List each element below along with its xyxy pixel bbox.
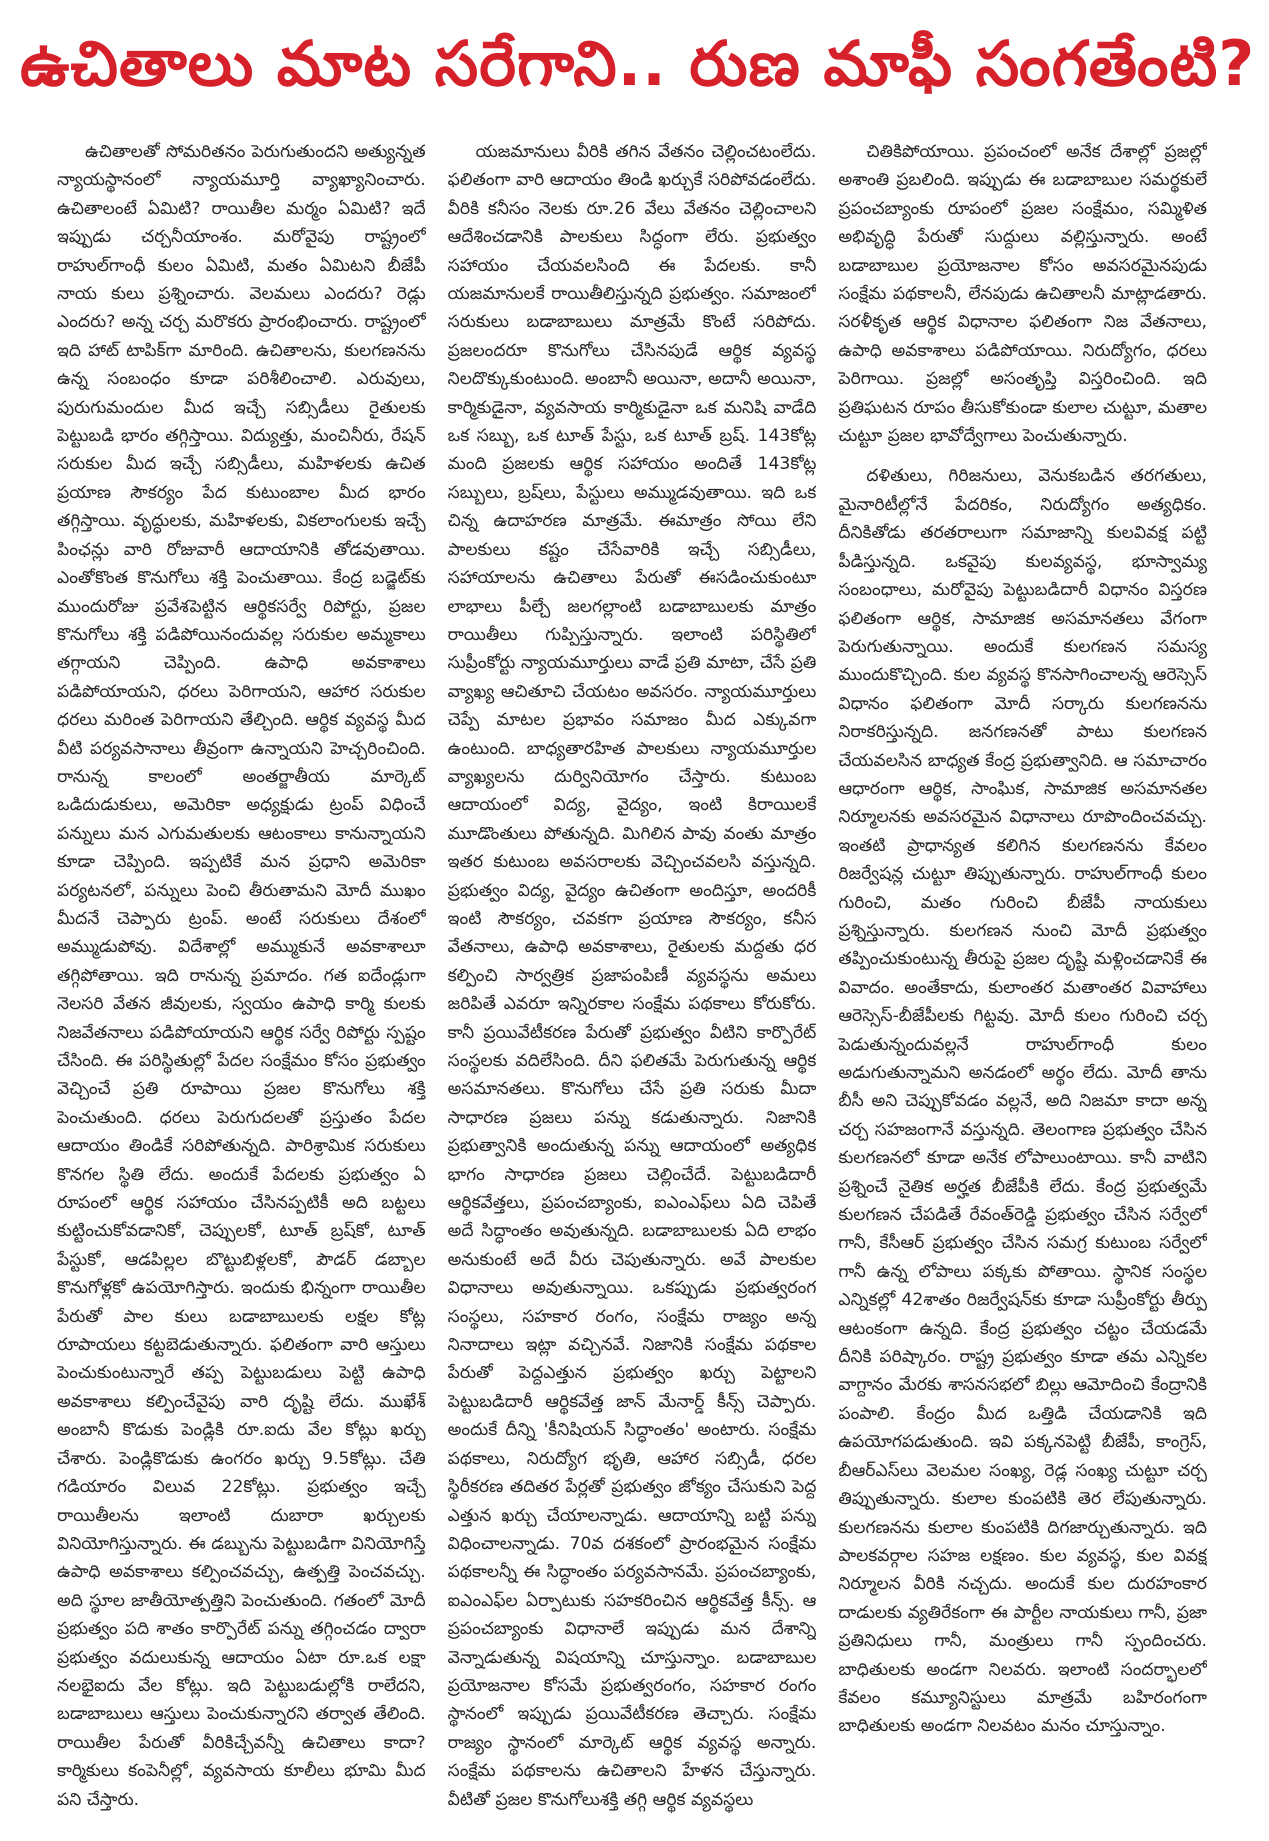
article-headline: ఉచితాలు మాట సరేగాని.. రుణ మాఫీ సంగతేంటి? xyxy=(20,27,1256,100)
article-column-1 xyxy=(57,138,426,1828)
article-paragraph: ఉచితాలతో సోమరితనం పెరుగుతుందని అత్యున్నత న్యాయస్థానంలో న్యాయమూర్తి వ్యాఖ్యానించారు. ఉచితాలంటే ఏమిటి? రాయితీల మర్మం ఏమిటి? ఇదే ఇప్పుడు చర్చనీయాంశం. మరోవైపు రాష్ట్రంలో రాహుల్‌గాంధీ కులం ఏమిటి, మతం ఏమిటని బీజేపీ నాయ కులు ప్రశ్నించారు. వెలమలు ఎందరు? రెడ్లు ఎందరు? అన్న చర్చ మరొకరు ప్రారంభించారు. రాష్ట్రంలో ఇది హాట్ టాపిక్‌గా మారింది. ఉచితాలను, కులగణనను ఉన్న సంబంధం కూడా పరిశీలించాలి. ఎరువులు, పురుగుమందుల మీద ఇచ్చే సబ్సిడీలు రైతులకు పెట్టుబడి భారం తగ్గిస్తాయి. విద్యుత్తు, మంచినీరు, రేషన్ సరుకుల మీద ఇచ్చే సబ్సిడీలు, మహిళలకు ఉచిత ప్రయాణ సౌకర్యం పేద కుటుంబాల మీద భారం తగ్గిస్తాయి. వృద్ధులకు, మహిళలకు, వికలాంగులకు ఇచ్చే పింఛన్లు వారి రోజువారీ ఆదాయానికి తోడవుతాయి. ఎంతోకొంత కొనుగోలు శక్తి పెంచుతాయి. కేంద్ర బడ్జెట్‌కు ముందురోజు ప్రవేశపెట్టిన ఆర్థికసర్వే రిపోర్టు, ప్రజల కొనుగోలు శక్తి పడిపోయినందువల్ల సరుకుల అమ్మకాలు తగ్గాయని చెప్పింది. ఉపాధి అవకాశాలు పడిపోయాయని, ధరలు పెరిగాయని, ఆహార సరుకుల ధరలు మరింత పెరిగాయని తేల్చింది. ఆర్థిక వ్యవస్థ మీద వీటి పర్యవసానాలు తీవ్రంగా ఉన్నాయని హెచ్చరించింది. రానున్న కాలంలో అంతర్జాతీయ మార్కెట్ ఒడిదుడుకులు, అమెరికా అధ్యక్షుడు ట్రంప్ విధించే పన్నులు మన ఎగుమతులకు ఆటంకాలు కానున్నాయని కూడా చెప్పింది. ఇప్పటికే మన ప్రధాని అమెరికా పర్యటనలో, పన్నులు పెంచి తీరుతామని మోదీ ముఖం మీదనే చెప్పారు ట్రంప్. అంటే సరుకులు దేశంలో అమ్ముడుపోవు. విదేశాల్లో అమ్ముకునే అవకాశాలూ తగ్గిపోతాయి. ఇది రానున్న ప్రమాదం. గత ఐదేండ్లుగా నెలసరి వేతన జీవులకు, స్వయం ఉపాధి కార్మి కులకు నిజవేతనాలు పడిపోయాయని ఆర్థిక సర్వే రిపోర్టు స్పష్టం చేసింది. ఈ పరిస్థితుల్లో పేదల సంక్షేమం కోసం ప్రభుత్వం వెచ్చించే ప్రతి రూపాయి ప్రజల కొనుగోలు శక్తి పెంచుతుంది. ధరలు పెరుగుదలతో ప్రస్తుతం పేదల ఆదాయం తిండికే సరిపోతున్నది. పారిశ్రామిక సరుకులు కొనగల స్థితి లేదు. అందుకే పేదలకు ప్రభుత్వం ఏ రూపంలో ఆర్థిక సహాయం చేసినప్పటికీ అది బట్టలు కుట్టించుకోవడానికో, చెప్పులకో, టూత్ బ్రష్‌కో, టూత్ పేస్టుకో, ఆడపిల్లల బొట్టుబిళ్లలకో, పౌడర్ డబ్బాల కొనుగోళ్లకో ఉపయోగిస్తారు. ఇందుకు భిన్నంగా రాయితీల పేరుతో పాల కులు బడాబాబులకు లక్షల కోట్ల రూపాయలు కట్టబెడుతున్నారు. ఫలితంగా వారి ఆస్తులు పెంచుకుంటున్నారే తప్ప పెట్టుబడులు పెట్టి ఉపాధి అవకాశాలు కల్పించేవైపు వారి దృష్టి లేదు. ముఖేశ్ అంబానీ కొడుకు పెండ్లికి రూ.ఐదు వేల కోట్లు ఖర్చు చేశారు. పెండ్లికొడుకు ఉంగరం ఖర్చు 9.5కోట్లు. చేతి గడియారం విలువ 22కోట్లు. ప్రభుత్వం ఇచ్చే రాయితీలను ఇలాంటి దుబారా ఖర్చులకు వినియోగిస్తున్నారు. ఈ డబ్బును పెట్టుబడిగా వినియోగిస్తే ఉపాధి అవకాశాలు కల్పించవచ్చు, ఉత్పత్తి పెంచవచ్చు. అది స్థూల జాతీయోత్పత్తిని పెంచుతుంది. గతంలో మోదీ ప్రభుత్వం పది శాతం కార్పొరేట్ పన్ను తగ్గించడం ద్వారా ప్రభుత్వం వదులుకున్న ఆదాయం ఏటా రూ.ఒక లక్షా నలభైఐదు వేల కోట్లు. ఇది పెట్టుబడుల్లోకి రాలేదని, బడాబాబులు ఆస్తులు పెంచుకున్నారని తర్వాత తేలింది. రాయితీల పేరుతో వీరికిచ్చేవన్నీ ఉచితాలు కాదా? కార్మికులు కంపెనీల్లో, వ్యవసాయ కూలీలు భూమి మీద పని చేస్తారు. xyxy=(57,142,426,1810)
article-body xyxy=(57,138,1207,1828)
article-column-2 xyxy=(448,138,817,1828)
article-column-3 xyxy=(838,138,1207,1828)
article-paragraph: దళితులు, గిరిజనులు, వెనుకబడిన తరగతులు, మైనారిటీల్లోనే పేదరికం, నిరుద్యోగం అత్యధికం. దీనికితోడు తరతరాలుగా సమాజాన్ని కులవివక్ష పట్టి పీడిస్తున్నది. ఒకవైపు కులవ్యవస్థ, భూస్వామ్య సంబంధాలు, మరోవైపు పెట్టుబడిదారీ విధానం విస్తరణ ఫలితంగా ఆర్థిక, సామాజిక అసమానతలు వేగంగా పెరుగుతున్నాయి. అందుకే కులగణన సమస్య ముందుకొచ్చింది. కుల వ్యవస్థ కొనసాగించాలన్న ఆరెస్సెస్ విధానం ఫలితంగా మోదీ సర్కారు కులగణనను నిరాకరిస్తున్నది. జనగణనతో పాటు కులగణన చేయవలసిన బాధ్యత కేంద్ర ప్రభుత్వానిది. ఆ సమాచారం ఆధారంగా ఆర్థిక, సాంఘిక, సామాజిక అసమానతల నిర్మూలనకు అవసరమైన విధానాలు రూపొందించవచ్చు. ఇంతటి ప్రాధాన్యత కలిగిన కులగణనను కేవలం రిజర్వేషన్ల చుట్టూ తిప్పుతున్నారు. రాహుల్‌గాంధీ కులం గురించి, మతం గురించి బీజేపీ నాయకులు ప్రశ్నిస్తున్నారు. కులగణన నుంచి మోదీ ప్రభుత్వం తప్పించుకుంటున్న తీరుపై ప్రజల దృష్టి మళ్లించడానికే ఈ వివాదం. అంతేకాదు, కులాంతర మతాంతర వివాహాలు ఆరెస్సెస్-బీజేపీలకు గిట్టవు. మోదీ కులం గురించి చర్చ పెడుతున్నందువల్లనే రాహుల్‌గాంధీ కులం అడుగుతున్నామని అనడంలో అర్థం లేదు. మోదీ తాను బీసీ అని చెప్పుకోవడం వల్లనే, అది నిజమా కాదా అన్న చర్చ సహజంగానే వస్తున్నది. తెలంగాణ ప్రభుత్వం చేసిన కులగణనలో కూడా అనేక లోపాలుంటాయి. కానీ వాటిని ప్రశ్నించే నైతిక అర్హత బీజేపీకి లేదు. కేంద్ర ప్రభుత్వమే కులగణన చేపడితే రేవంత్‌రెడ్డి ప్రభుత్వం చేసిన సర్వేలో గానీ, కేసీఆర్ ప్రభుత్వం చేసిన సమగ్ర కుటుంబ సర్వేలో గానీ ఉన్న లోపాలు పక్కకు పోతాయి. స్థానిక సంస్థల ఎన్నికల్లో 42శాతం రిజర్వేషన్‌కు కూడా సుప్రీంకోర్టు తీర్పు ఆటంకంగా ఉన్నది. కేంద్ర ప్రభుత్వం చట్టం చేయడమే దీనికి పరిష్కారం. రాష్ట్ర ప్రభుత్వం కూడా తమ ఎన్నికల వాగ్దానం మేరకు శాసనసభలో బిల్లు ఆమోదించి కేంద్రానికి పంపాలి. కేంద్రం మీద ఒత్తిడి చేయడానికి ఇది ఉపయోగపడుతుంది. ఇవి పక్కనపెట్టి బీజేపీ, కాంగ్రెస్, బీఆర్ఎస్‌లు వెలమల సంఖ్య, రెడ్ల సంఖ్య చుట్టూ చర్చ తిప్పుతున్నారు. కులాల కుంపటికి తెర లేపుతున్నారు. కులగణనను కులాల కుంపటికి దిగజార్చుతున్నారు. ఇది పాలకవర్గాల సహజ లక్షణం. కుల వ్యవస్థ, కుల వివక్ష నిర్మూలన వీరికి నచ్చదు. అందుకే కుల దురహంకార దాడులకు వ్యతిరేకంగా ఈ పార్టీల నాయకులు గానీ, ప్రజా ప్రతినిధులు గానీ, మంత్రులు గానీ స్పందించరు. బాధితులకు అండగా నిలవరు. ఇలాంటి సందర్భాలలో కేవలం కమ్యూనిస్టులు మాత్రమే బహిరంగంగా బాధితులకు అండగా నిలవటం మనం చూస్తున్నాం. xyxy=(838,466,1208,1737)
article-paragraph: చితికిపోయాయి. ప్రపంచంలో అనేక దేశాల్లో ప్రజల్లో అశాంతి ప్రబలింది. ఇప్పుడు ఈ బడాబాబుల సమర్థకులే ప్రపంచబ్యాంకు రూపంలో ప్రజల సంక్షేమం, సమ్మిళిత అభివృద్ధి పేరుతో సుద్దులు వల్లిస్తున్నారు. అంటే బడాబాబుల ప్రయోజనాల కోసం అవసరమైనపుడు సంక్షేమ పథకాలనీ, లేనపుడు ఉచితాలనీ మాట్లాడతారు. సరళీకృత ఆర్థిక విధానాల ఫలితంగా నిజ వేతనాలు, ఉపాధి అవకాశాలు పడిపోయాయి. నిరుద్యోగం, ధరలు పెరిగాయి. ప్రజల్లో అసంతృప్తి విస్తరించింది. ఇది ప్రతిఘటన రూపం తీసుకోకుండా కులాల చుట్టూ, మతాల చుట్టూ ప్రజల భావోద్వేగాలు పెంచుతున్నారు. xyxy=(838,142,1208,447)
article-paragraph: యజమానులు వీరికి తగిన వేతనం చెల్లించటంలేదు. ఫలితంగా వారి ఆదాయం తిండి ఖర్చుకే సరిపోవడంలేదు. వీరికి కనీసం నెలకు రూ.26 వేలు వేతనం చెల్లించాలని ఆదేశించడానికి పాలకులు సిద్ధంగా లేరు. ప్రభుత్వం సహాయం చేయవలసింది ఈ పేదలకు. కానీ యజమానులకే రాయితీలిస్తున్నది ప్రభుత్వం. సమాజంలో సరుకులు బడాబాబులు మాత్రమే కొంటే సరిపోదు. ప్రజలందరూ కొనుగోలు చేసినపుడే ఆర్థిక వ్యవస్థ నిలదొక్కుకుంటుంది. అంబానీ అయినా, అదానీ అయినా, కార్మికుడైనా, వ్యవసాయ కార్మికుడైనా ఒక మనిషి వాడేది ఒక సబ్బు, ఒక టూత్ పేస్టు, ఒక టూత్ బ్రష్. 143కోట్ల మంది ప్రజలకు ఆర్థిక సహాయం అందితే 143కోట్ల సబ్బులు, బ్రష్‌లు, పేస్టులు అమ్ముడవుతాయి. ఇది ఒక చిన్న ఉదాహరణ మాత్రమే. ఈమాత్రం సోయి లేని పాలకులు కష్టం చేసేవారికి ఇచ్చే సబ్సిడీలు, సహాయాలను ఉచితాలు పేరుతో ఈసడించుకుంటూ లాభాలు పీల్చే జలగల్లాంటి బడాబాబులకు మాత్రం రాయితీలు గుప్పిస్తున్నారు. ఇలాంటి పరిస్థితిలో సుప్రీంకోర్టు న్యాయమూర్తులు వాడే ప్రతి మాటా, చేసే ప్రతి వ్యాఖ్య ఆచితూచి చేయటం అవసరం. న్యాయమూర్తులు చెప్పే మాటల ప్రభావం సమాజం మీద ఎక్కువగా ఉంటుంది. బాధ్యతారహిత పాలకులు న్యాయమూర్తుల వ్యాఖ్యలను దుర్వినియోగం చేస్తారు. కుటుంబ ఆదాయంలో విద్య, వైద్యం, ఇంటి కిరాయిలకే మూడొంతులు పోతున్నది. మిగిలిన పావు వంతు మాత్రం ఇతర కుటుంబ అవసరాలకు వెచ్చించవలసి వస్తున్నది. ప్రభుత్వం విద్య, వైద్యం ఉచితంగా అందిస్తూ, అందరికీ ఇంటి సౌకర్యం, చవకగా ప్రయాణ సౌకర్యం, కనీస వేతనాలు, ఉపాధి అవకాశాలు, రైతులకు మద్దతు ధర కల్పించి సార్వత్రిక ప్రజాపంపిణీ వ్యవస్థను అమలు జరిపితే ఎవరూ ఇన్నిరకాల సంక్షేమ పథకాలు కోరుకోరు. కానీ ప్రయివేటీకరణ పేరుతో ప్రభుత్వం వీటిని కార్పొరేట్ సంస్థలకు వదిలేసింది. దీని ఫలితమే పెరుగుతున్న ఆర్థిక అసమానతలు. కొనుగోలు చేసే ప్రతి సరుకు మీదా సాధారణ ప్రజలు పన్ను కడుతున్నారు. నిజానికి ప్రభుత్వానికి అందుతున్న పన్ను ఆదాయంలో అత్యధిక భాగం సాధారణ ప్రజలు చెల్లించేదే. పెట్టుబడిదారీ ఆర్థికవేత్తలు, ప్రపంచబ్యాంకు, ఐఎంఎఫ్‌లు ఏది చెపితే అదే సిద్ధాంతం అవుతున్నది. బడాబాబులకు ఏది లాభం అనుకుంటే అదే వీరు చెపుతున్నారు. అవే పాలకుల విధానాలు అవుతున్నాయి. ఒకప్పుడు ప్రభుత్వరంగ సంస్థలు, సహకార రంగం, సంక్షేమ రాజ్యం అన్న నినాదాలు ఇట్లా వచ్చినవే. నిజానికి సంక్షేమ పథకాల పేరుతో పెద్దఎత్తున ప్రభుత్వం ఖర్చు పెట్టాలని పెట్టుబడిదారీ ఆర్థికవేత్త జాన్ మేనార్డ్ కీన్స్ చెప్పారు. అందుకే దీన్ని 'కీనిషియన్ సిద్ధాంతం' అంటారు. సంక్షేమ పథకాలు, నిరుద్యోగ భృతి, ఆహార సబ్సిడీ, ధరల స్థిరీకరణ తదితర పేర్లతో ప్రభుత్వం జోక్యం చేసుకుని పెద్ద ఎత్తున ఖర్చు చేయాలన్నాడు. ఆదాయాన్ని బట్టి పన్ను విధించాలన్నాడు. 70వ దశకంలో ప్రారంభమైన సంక్షేమ పథకాలన్నీ ఈ సిద్ధాంతం పర్యవసానమే. ప్రపంచబ్యాంకు, ఐఎంఎఫ్‌ల ఏర్పాటుకు సహకరించిన ఆర్థికవేత్త కీన్స్. ఆ ప్రపంచబ్యాంకు విధానాలే ఇప్పుడు మన దేశాన్ని వెన్నాడుతున్న విషయాన్ని చూస్తున్నాం. బడాబాబుల ప్రయోజనాల కోసమే ప్రభుత్వరంగం, సహకార రంగం స్థానంలో ఇప్పుడు ప్రయివేటీకరణ తెచ్చారు. సంక్షేమ రాజ్యం స్థానంలో మార్కెట్ ఆర్థిక వ్యవస్థ అన్నారు. సంక్షేమ పథకాలను ఉచితాలని హేళన చేస్తున్నారు. వీటితో ప్రజల కొనుగోలుశక్తి తగ్గి ఆర్థిక వ్యవస్థలు xyxy=(447,142,817,1810)
